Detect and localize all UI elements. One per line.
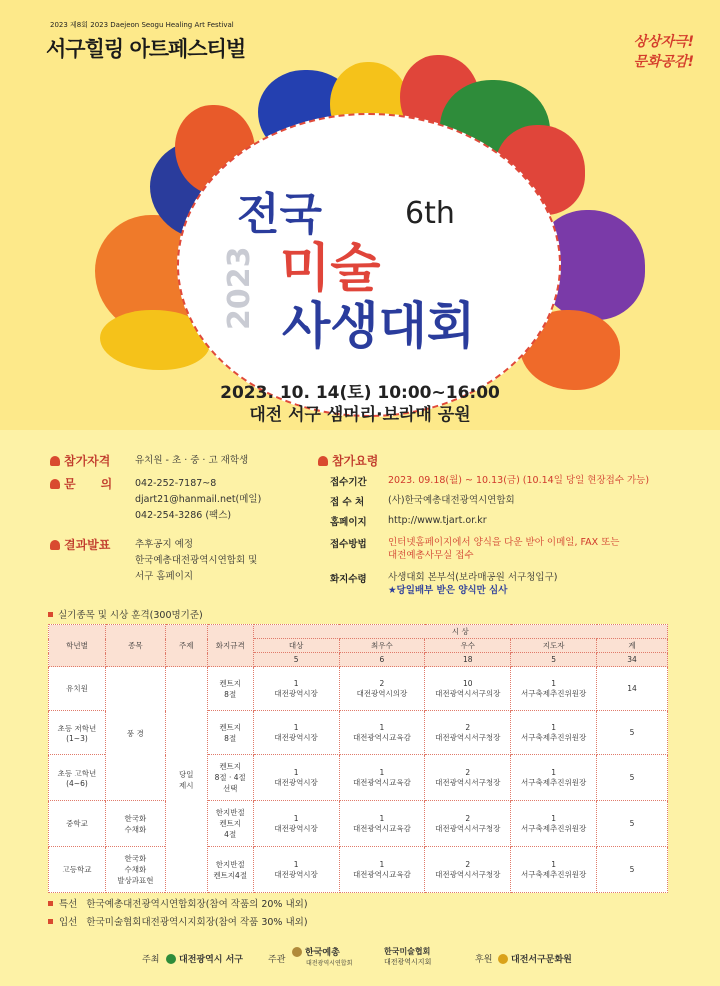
cell-category: 한국화 수채화 <box>105 801 165 847</box>
th-paper: 화지규격 <box>207 625 253 667</box>
cell-grade: 고등학교 <box>49 847 106 893</box>
cell-paper: 켄트지 8절 <box>207 711 253 755</box>
method-line-1: 인터넷홈페이지에서 양식을 다운 받아 이메일, FAX 또는 <box>388 537 620 548</box>
cell-total: 5 <box>597 711 668 755</box>
result-line-3: 서구 홈페이지 <box>135 571 194 582</box>
pin-icon <box>50 456 60 466</box>
organizer-label: 주관 <box>268 955 286 965</box>
cell-award-2: 1 대전광역시교육감 <box>339 711 425 755</box>
table-row <box>49 801 668 847</box>
cell-award-3: 2 대전광역시서구청장 <box>425 755 511 801</box>
office-label: 접 수 처 <box>330 497 365 508</box>
cell-paper: 켄트지 8절 <box>207 667 253 711</box>
th-theme: 주제 <box>165 625 207 667</box>
cell-total: 14 <box>597 667 668 711</box>
office-text: (사)한국예총대전광역시연합회 <box>388 495 515 506</box>
th-grade: 학년별 <box>49 625 106 667</box>
cell-award-3: 2 대전광역시서구청장 <box>425 801 511 847</box>
homepage-link[interactable]: http://www.tjart.or.kr <box>388 515 487 526</box>
pin-icon <box>50 540 60 550</box>
title-saseng: 사생대회 <box>282 297 476 355</box>
eligibility-text: 유치원 - 초 · 중 · 고 재학생 <box>135 455 249 466</box>
th-count-total: 34 <box>597 653 668 667</box>
homepage-label: 홈페이지 <box>330 517 367 528</box>
cell-award-4: 1 서구축제추진위원장 <box>511 711 597 755</box>
event-place: 대전 서구 샘머리·보라매 공원 <box>249 405 471 425</box>
contact-title: 문 의 <box>50 475 112 492</box>
cell-paper: 한지반절 켄트지4절 <box>207 847 253 893</box>
event-date: 2023. 10. 14(토) 10:00~16:00 <box>220 383 500 403</box>
cell-category: 한국화 수채화 발상과표현 <box>105 847 165 893</box>
seogu-logo-icon <box>166 954 176 964</box>
cell-total: 5 <box>597 801 668 847</box>
host-label: 주최 <box>142 955 160 965</box>
method-line-2: 대전예총사무실 접수 <box>388 550 474 561</box>
th-award-1: 대상 <box>253 639 339 653</box>
edition-label: 6th <box>405 196 455 231</box>
cell-paper: 켄트지 8절 · 4절 선택 <box>207 755 253 801</box>
slogan-line-1: 상상자극! <box>633 34 694 50</box>
guide-title: 참가요령 <box>318 452 378 469</box>
organizer-1: 한국예총 대전광역시연합회 <box>292 947 352 969</box>
footer-sponsors <box>0 946 720 972</box>
th-count-3: 18 <box>425 653 511 667</box>
th-award-3: 우수 <box>425 639 511 653</box>
cell-grade: 초등 고학년 (4~6) <box>49 755 106 801</box>
eligibility-title: 참가자격 <box>50 452 110 469</box>
th-count-4: 5 <box>511 653 597 667</box>
cell-award-2: 1 대전광역시교육감 <box>339 755 425 801</box>
th-category: 종목 <box>105 625 165 667</box>
result-title: 결과발표 <box>50 536 110 553</box>
title-jeonguk: 전국 <box>237 189 323 240</box>
cell-award-1: 1 대전광역시장 <box>253 711 339 755</box>
cell-award-3: 10 대전광역시서구의장 <box>425 667 511 711</box>
period-text: 2023. 09.18(월) ~ 10.13(금) (10.14일 당일 현장접수 가능) <box>388 475 650 486</box>
title-year: 2023 <box>222 246 257 330</box>
paper-line-1: 사생대회 본부석(보라매공원 서구청입구) <box>388 572 558 583</box>
th-total: 계 <box>597 639 668 653</box>
cell-award-4: 1 서구축제추진위원장 <box>511 667 597 711</box>
method-label: 접수방법 <box>330 539 367 550</box>
cell-grade: 초등 저학년 (1~3) <box>49 711 106 755</box>
bullet-icon <box>48 612 53 617</box>
cell-award-3: 2 대전광역시서구청장 <box>425 711 511 755</box>
cell-award-4: 1 서구축제추진위원장 <box>511 847 597 893</box>
th-award: 시 상 <box>253 625 667 639</box>
cell-award-4: 1 서구축제추진위원장 <box>511 755 597 801</box>
result-line-2: 한국예총대전광역시연합회 및 <box>135 555 258 566</box>
table-row <box>49 667 668 711</box>
host-logo: 대전광역시 서구 <box>166 952 243 965</box>
table-row <box>49 847 668 893</box>
cell-award-2: 1 대전광역시교육감 <box>339 847 425 893</box>
pin-icon <box>318 456 328 466</box>
bullet-icon <box>48 919 53 924</box>
sponsor-logo: 대전서구문화원 <box>498 952 572 965</box>
info-section <box>0 430 720 986</box>
cell-grade: 중학교 <box>49 801 106 847</box>
cell-award-4: 1 서구축제추진위원장 <box>511 801 597 847</box>
award-table <box>48 624 668 893</box>
cell-award-1: 1 대전광역시장 <box>253 847 339 893</box>
th-count-1: 5 <box>253 653 339 667</box>
cell-total: 5 <box>597 755 668 801</box>
slogan <box>634 32 694 72</box>
title-misul: 미술 <box>280 239 381 299</box>
cell-paper: 한지반절 켄트지 4절 <box>207 801 253 847</box>
th-award-4: 지도자 <box>511 639 597 653</box>
slogan-line-2: 문화공감! <box>633 54 694 70</box>
contact-phone: 042-252-7187~8 <box>135 478 217 489</box>
cell-grade: 유치원 <box>49 667 106 711</box>
contact-email[interactable]: djart21@hanmail.net(메일) <box>135 494 262 505</box>
organizer-2: 한국미술협회 대전광역시지회 <box>384 947 432 966</box>
contact-fax: 042-254-3286 (팩스) <box>135 510 232 521</box>
pin-icon <box>50 479 60 489</box>
paper-line-2: ★당일배부 받은 양식만 심사 <box>388 585 508 596</box>
cell-award-2: 1 대전광역시교육감 <box>339 801 425 847</box>
cell-award-3: 2 대전광역시서구청장 <box>425 847 511 893</box>
cell-theme: 당일 제시 <box>165 667 207 893</box>
yechong-logo-icon <box>292 947 302 957</box>
cell-category: 풍 경 <box>105 667 165 801</box>
culture-center-logo-icon <box>498 954 508 964</box>
hero-banner <box>0 0 720 430</box>
cell-award-1: 1 대전광역시장 <box>253 755 339 801</box>
paper-label: 화지수령 <box>330 574 367 585</box>
cell-award-1: 1 대전광역시장 <box>253 801 339 847</box>
cell-award-1: 1 대전광역시장 <box>253 667 339 711</box>
table-caption: 실기종목 및 시상 훈격(300명기준) <box>48 607 203 621</box>
bullet-icon <box>48 901 53 906</box>
cell-total: 5 <box>597 847 668 893</box>
cell-award-2: 2 대전광역시의장 <box>339 667 425 711</box>
period-label: 접수기간 <box>330 477 367 488</box>
festival-logo: 서구힐링 아트페스티벌 <box>46 37 246 61</box>
festival-subtitle: 2023 제8회 2023 Daejeon Seogu Healing Art Festival <box>50 21 234 29</box>
note-selected: 입선 한국미술협회대전광역시지회장(참여 작품 30% 내외) <box>48 914 308 928</box>
th-award-2: 최우수 <box>339 639 425 653</box>
result-line-1: 추후공지 예정 <box>135 539 194 550</box>
th-count-2: 6 <box>339 653 425 667</box>
sponsor-label: 후원 <box>475 955 493 965</box>
note-special: 특선 한국예총대전광역시연합회장(참여 작품의 20% 내외) <box>48 896 308 910</box>
